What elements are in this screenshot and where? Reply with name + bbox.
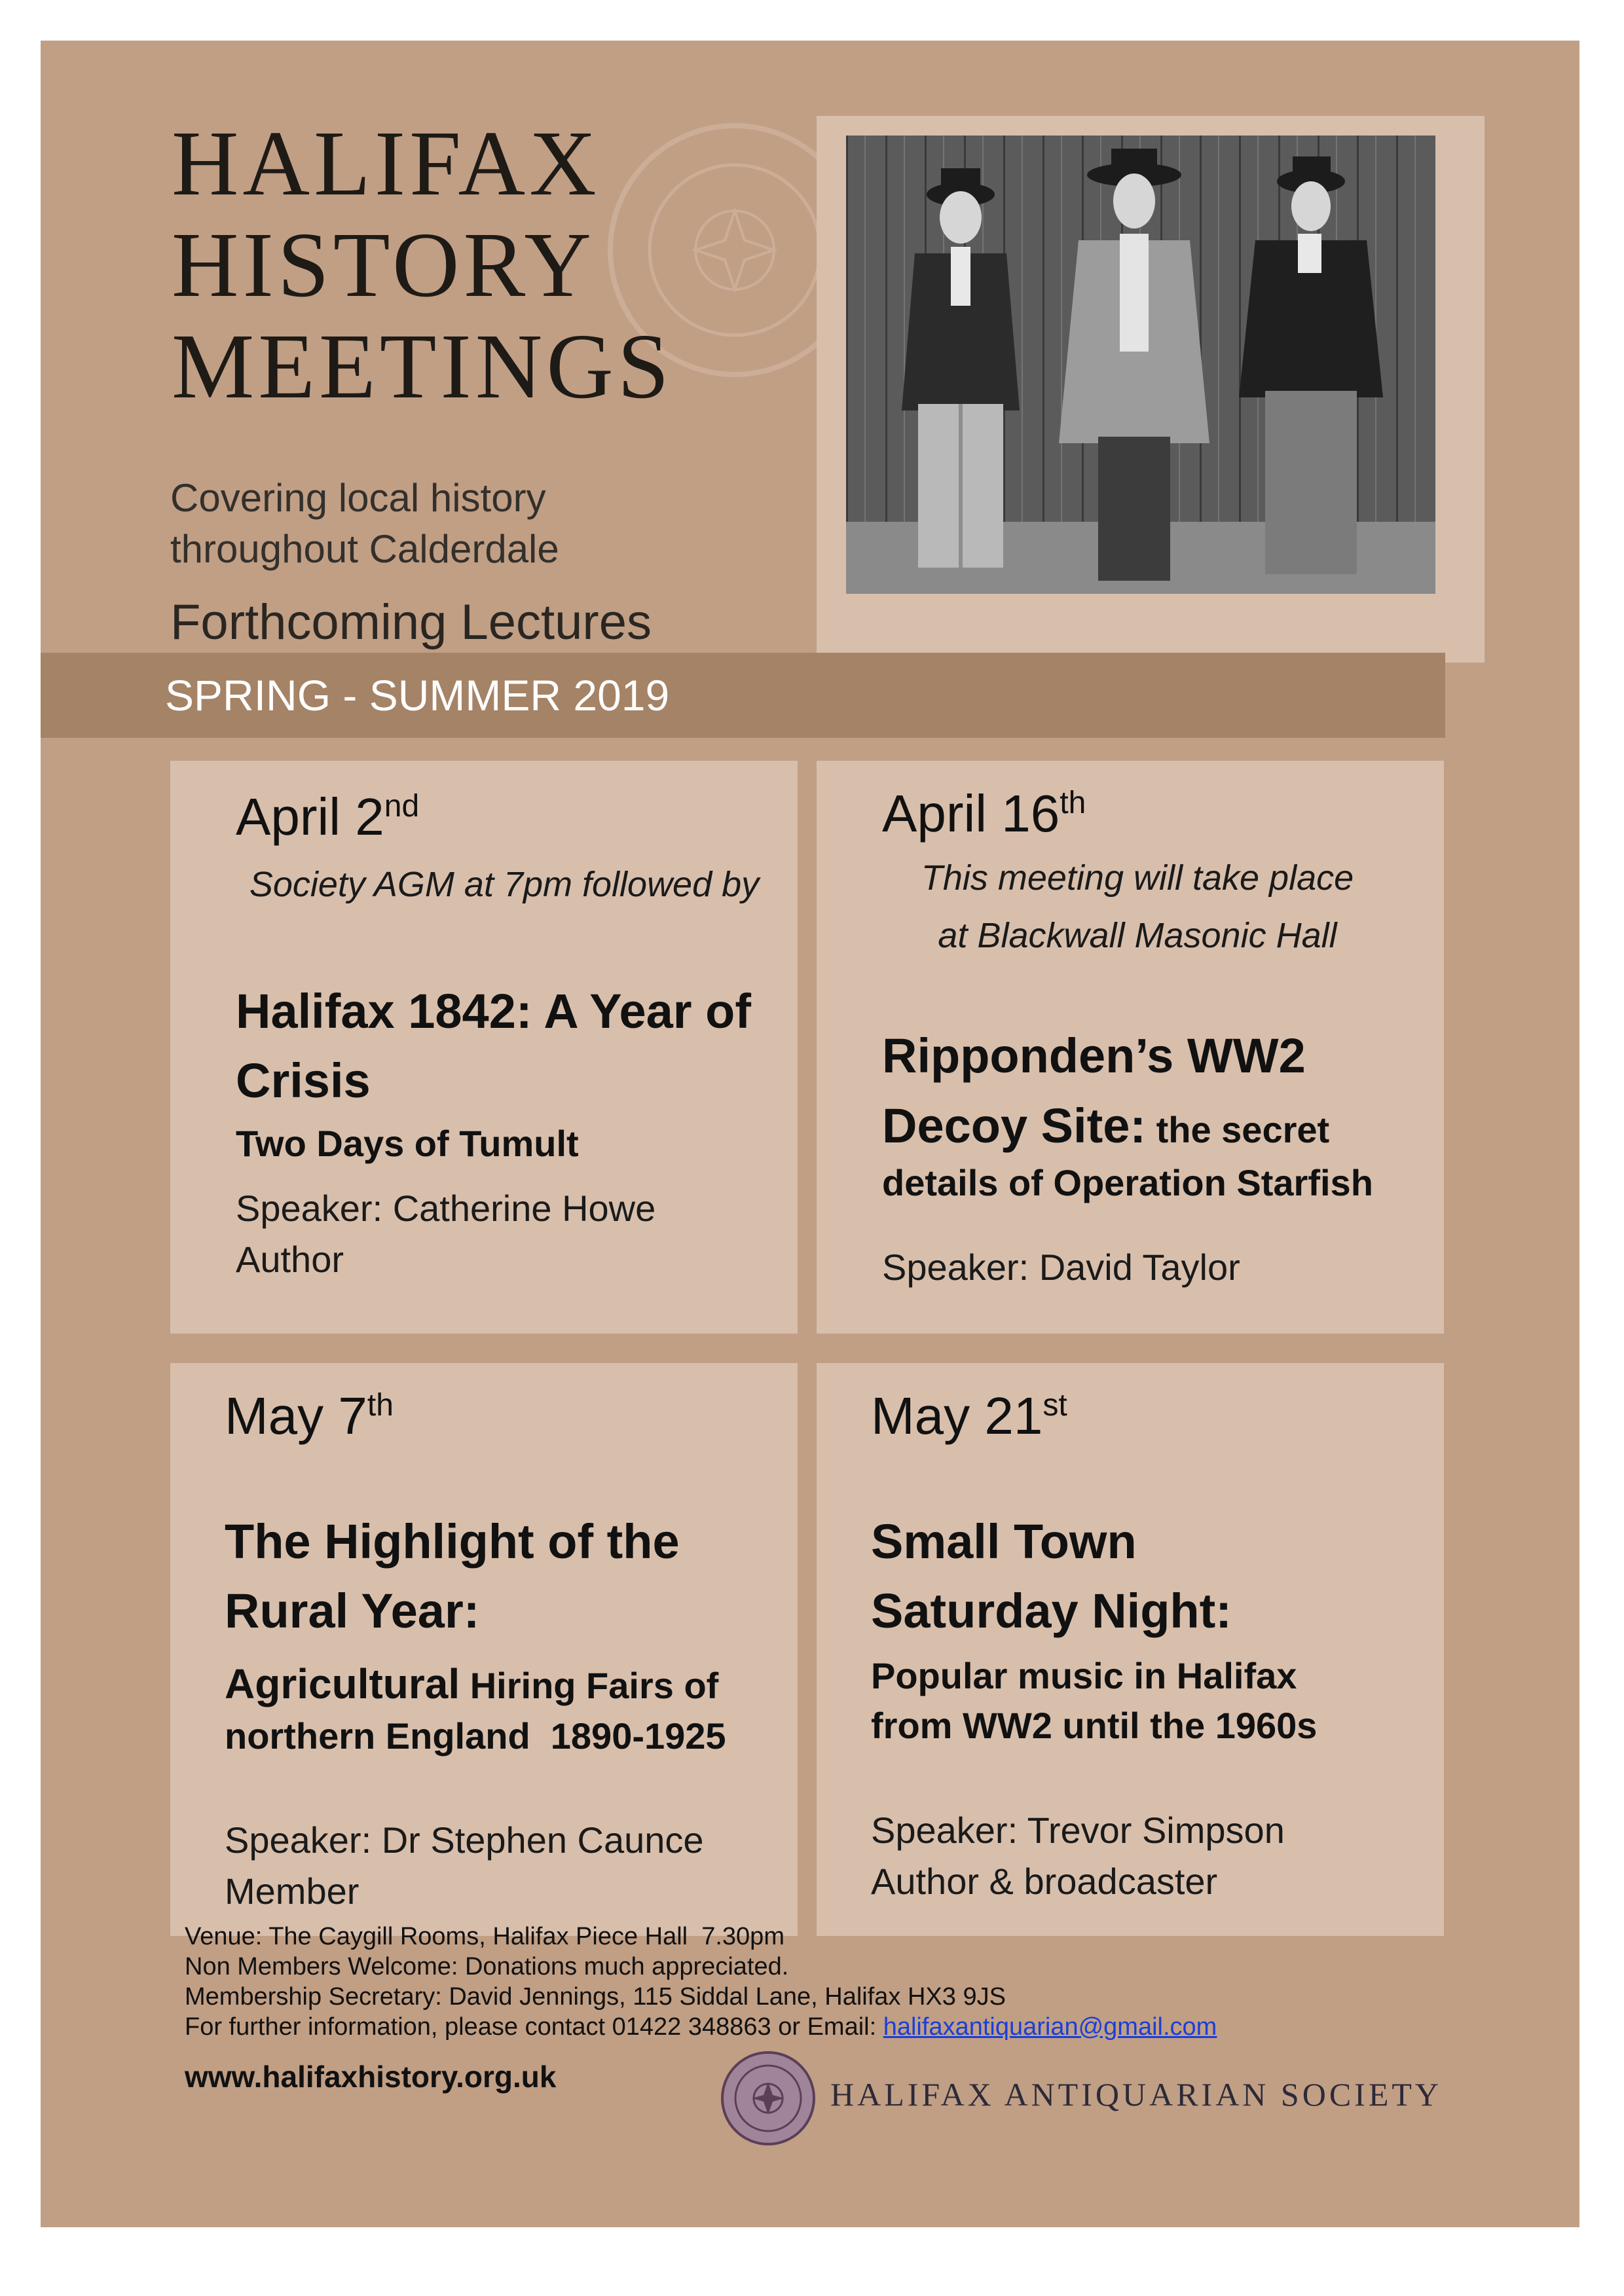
event-date-text: May 21 — [871, 1387, 1043, 1445]
photo-three-men-icon — [846, 136, 1435, 594]
title-line-2: HISTORY — [172, 213, 595, 316]
event-subtitle — [225, 1658, 718, 1712]
event-speaker-role: Author & broadcaster — [871, 1861, 1218, 1902]
website-link[interactable]: www.halifaxhistory.org.uk — [185, 2060, 557, 2094]
event-subtitle: Two Days of Tumult — [236, 1123, 579, 1164]
contact-text: For further information, please contact 01422 348863 or Email: — [185, 2013, 883, 2041]
society-name: HALIFAX ANTIQUARIAN SOCIETY — [830, 2076, 1443, 2113]
contact-line — [185, 2012, 1217, 2042]
membership-text: Membership Secretary: David Jennings, 115 Siddal Lane, Halifax HX3 9JS — [185, 1983, 1006, 2011]
email-link[interactable]: halifaxantiquarian@gmail.com — [883, 2013, 1217, 2041]
title-line-1: HALIFAX — [172, 111, 600, 215]
event-card-april-2 — [170, 761, 798, 1334]
event-title: Halifax 1842: A Year of Crisis — [236, 984, 752, 1108]
event-note-line-2: at Blackwall Masonic Hall — [938, 916, 1337, 955]
subtitle-line-1: Covering local history — [170, 476, 546, 520]
subtitle — [170, 473, 559, 575]
event-date-text: April 16 — [882, 784, 1060, 843]
event-card-may-21 — [817, 1363, 1444, 1936]
event-title-2-sub: the secret — [1146, 1109, 1330, 1150]
event-title: Ripponden’s WW2 — [882, 1029, 1306, 1083]
date-suffix: th — [367, 1388, 394, 1423]
title-line-3: MEETINGS — [172, 314, 673, 418]
poster — [41, 41, 1579, 2227]
event-card-april-16 — [817, 761, 1444, 1334]
event-title-line-2 — [882, 1091, 1329, 1161]
season-bar — [41, 653, 1445, 738]
event-subtitle-line-2: northern England 1890-1925 — [225, 1715, 726, 1757]
event-title-2: Decoy Site: — [882, 1099, 1147, 1153]
event-note-line-1: This meeting will take place — [921, 858, 1354, 898]
event-speaker-role: Author — [236, 1239, 344, 1280]
photo-frame — [817, 116, 1485, 663]
event-subtitle: Popular music in Halifax from WW2 until the 1960s — [871, 1655, 1318, 1746]
event-date — [882, 784, 1086, 844]
event-date — [225, 1386, 394, 1446]
event-date-text: April 2 — [236, 788, 384, 846]
event-speaker-role: Member — [225, 1870, 360, 1912]
event-title: Small Town Saturday Night: — [871, 1514, 1232, 1638]
event-date — [871, 1386, 1067, 1446]
event-speaker: Speaker: Catherine Howe — [236, 1188, 656, 1229]
venue-text: Venue: The Caygill Rooms, Halifax Piece Hall 7.30pm — [185, 1923, 784, 1950]
event-card-may-7 — [170, 1363, 798, 1936]
event-subtitle-big: Agricultural — [225, 1660, 460, 1707]
date-suffix: nd — [384, 789, 420, 824]
poster-title — [172, 113, 673, 417]
subtitle-line-2: throughout Calderdale — [170, 527, 559, 571]
society-logo-icon — [719, 2049, 817, 2147]
footer-info — [185, 1922, 1217, 2042]
event-subtitle: details of Operation Starfish — [882, 1162, 1373, 1203]
event-subtitle-rest: Hiring Fairs of — [460, 1665, 719, 1706]
event-speaker: Speaker: Dr Stephen Caunce — [225, 1819, 704, 1861]
event-date — [236, 787, 419, 847]
event-speaker: Speaker: Trevor Simpson — [871, 1810, 1285, 1851]
season-label: SPRING - SUMMER 2019 — [165, 671, 670, 720]
event-speaker: Speaker: David Taylor — [882, 1247, 1240, 1288]
date-suffix: th — [1060, 786, 1086, 820]
event-title: The Highlight of the Rural Year: — [225, 1514, 680, 1638]
event-note: Society AGM at 7pm followed by — [249, 865, 760, 904]
forthcoming-heading: Forthcoming Lectures — [170, 594, 652, 650]
date-suffix: st — [1043, 1388, 1067, 1423]
event-date-text: May 7 — [225, 1387, 367, 1445]
welcome-text: Non Members Welcome: Donations much appreciated. — [185, 1953, 789, 1980]
